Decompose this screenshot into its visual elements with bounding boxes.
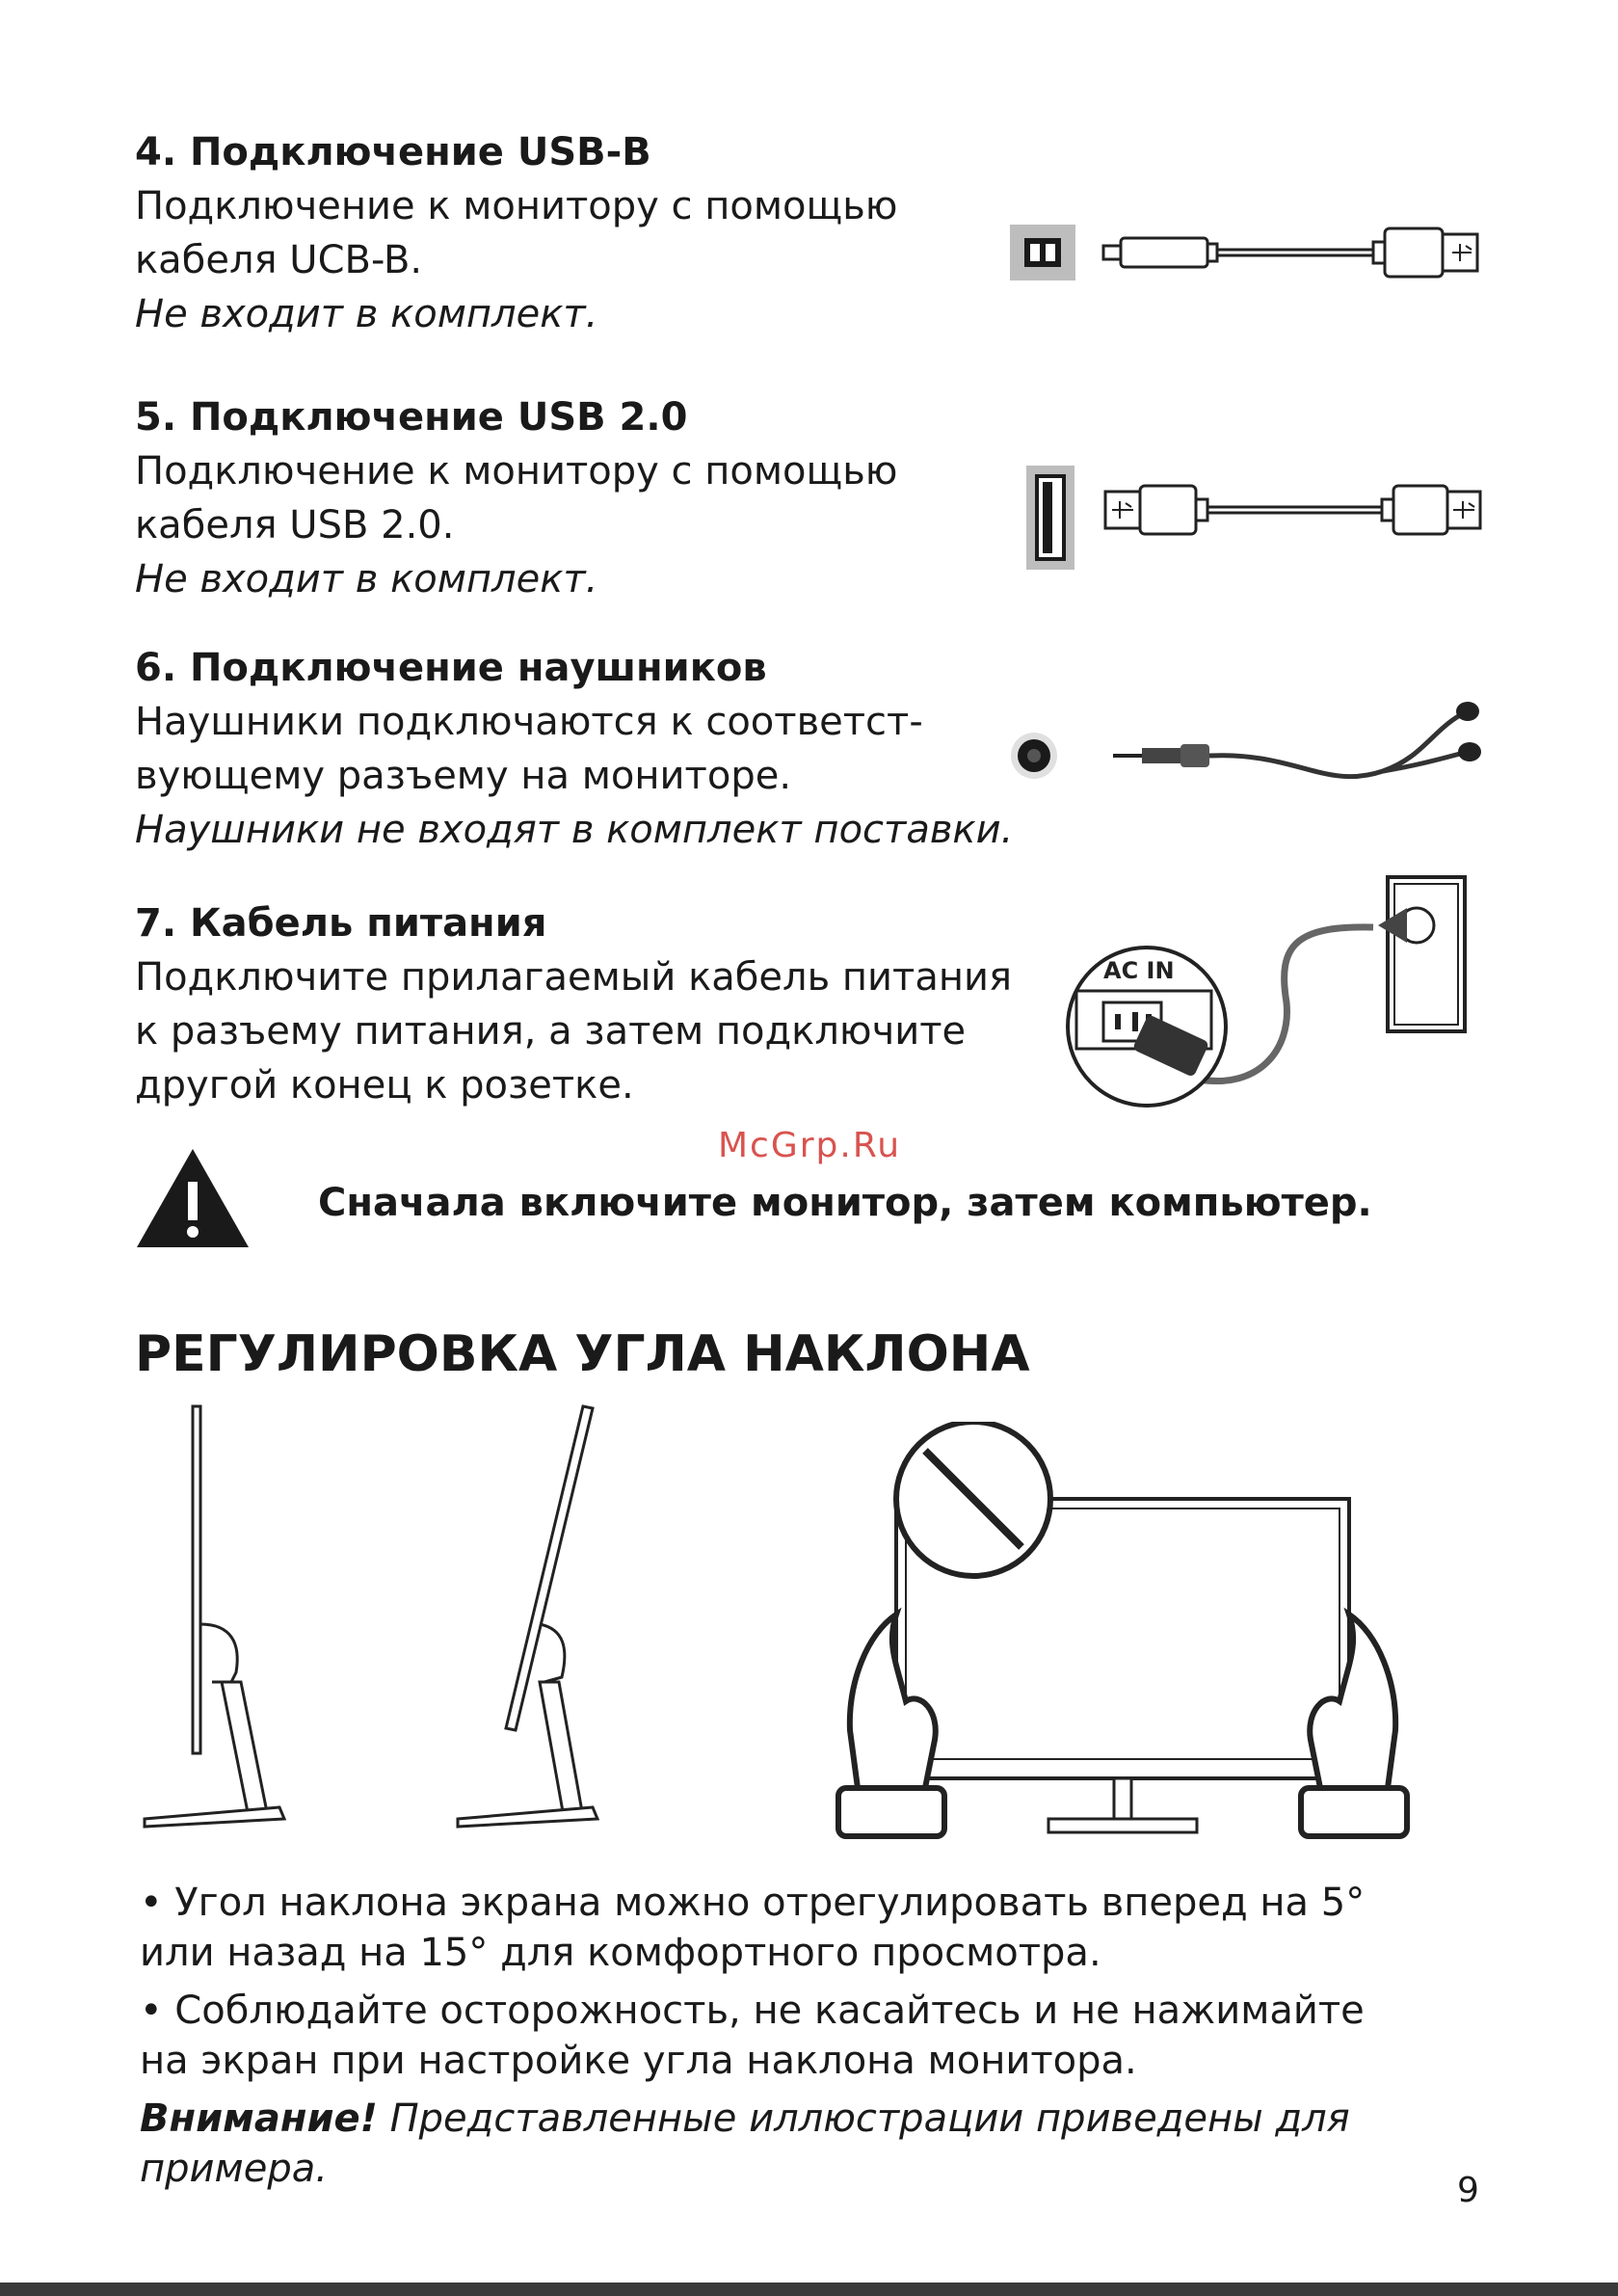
monitor-upright-illustration xyxy=(135,1402,299,1836)
do-not-press-screen-illustration xyxy=(829,1422,1417,1846)
section-note: Не входит в комплект. xyxy=(135,557,598,601)
section-headphones xyxy=(135,641,1013,857)
illustration-note xyxy=(140,2094,1508,2194)
ac-in-label: AC IN xyxy=(1103,957,1175,984)
warning-text: Сначала включите монитор, затем компьютер. xyxy=(318,1181,1372,1225)
note-bold: Внимание! xyxy=(140,2096,378,2141)
page-number: 9 xyxy=(1457,2171,1479,2210)
bullet-line: на экран при настройке угла наклона монитора. xyxy=(140,2039,1137,2083)
bullet-line: или назад на 15° для комфортного просмотра. xyxy=(140,1931,1101,1975)
power-cable-illustration xyxy=(1046,868,1470,1118)
bottom-rule xyxy=(0,2283,1618,2296)
section-power-cable xyxy=(135,896,1012,1112)
section-heading: 7. Кабель питания xyxy=(135,901,547,946)
usb-b-cable-illustration xyxy=(1007,217,1489,294)
section-usb-b xyxy=(135,125,897,341)
section-usb-2 xyxy=(135,390,897,606)
section-text-line: вующему разъему на мониторе. xyxy=(135,754,792,798)
monitor-tilted-illustration xyxy=(448,1402,612,1836)
section-text-line: Подключите прилагаемый кабель питания xyxy=(135,955,1013,1000)
section-text-line: Подключение к монитору с помощью xyxy=(135,449,898,494)
warning-triangle-icon xyxy=(133,1145,252,1251)
headphones-illustration xyxy=(1007,694,1508,810)
bullet-line: • Угол наклона экрана можно отрегулировать вперед на 5° xyxy=(140,1881,1366,1925)
watermark: McGrp.Ru xyxy=(718,1126,902,1165)
section-note: Не входит в комплект. xyxy=(135,292,598,336)
section-text-line: кабеля USB 2.0. xyxy=(135,503,455,547)
bullet-line: • Соблюдайте осторожность, не касайтесь и не нажимайте xyxy=(140,1989,1365,2033)
section-heading: 6. Подключение наушников xyxy=(135,646,767,690)
usb-2-cable-illustration xyxy=(1023,463,1486,574)
bullet-item xyxy=(140,1878,1508,1978)
section-text-line: к разъему питания, а затем подключите xyxy=(135,1009,967,1054)
section-text-line: Наушники подключаются к соответст- xyxy=(135,700,923,744)
tilt-bullets xyxy=(140,1878,1508,2202)
section-text-line: кабеля UCB-B. xyxy=(135,238,423,282)
section-text-line: другой конец к розетке. xyxy=(135,1063,634,1108)
note-text: Представленные иллюстрации приведены для примера. xyxy=(140,2096,1350,2191)
bullet-item xyxy=(140,1986,1508,2086)
section-text-line: Подключение к монитору с помощью xyxy=(135,184,898,228)
section-heading: 5. Подключение USB 2.0 xyxy=(135,395,688,440)
section-heading: 4. Подключение USB-B xyxy=(135,130,651,174)
tilt-section-title: РЕГУЛИРОВКА УГЛА НАКЛОНА xyxy=(135,1325,1030,1383)
section-note: Наушники не входят в комплект поставки. xyxy=(135,808,1014,852)
